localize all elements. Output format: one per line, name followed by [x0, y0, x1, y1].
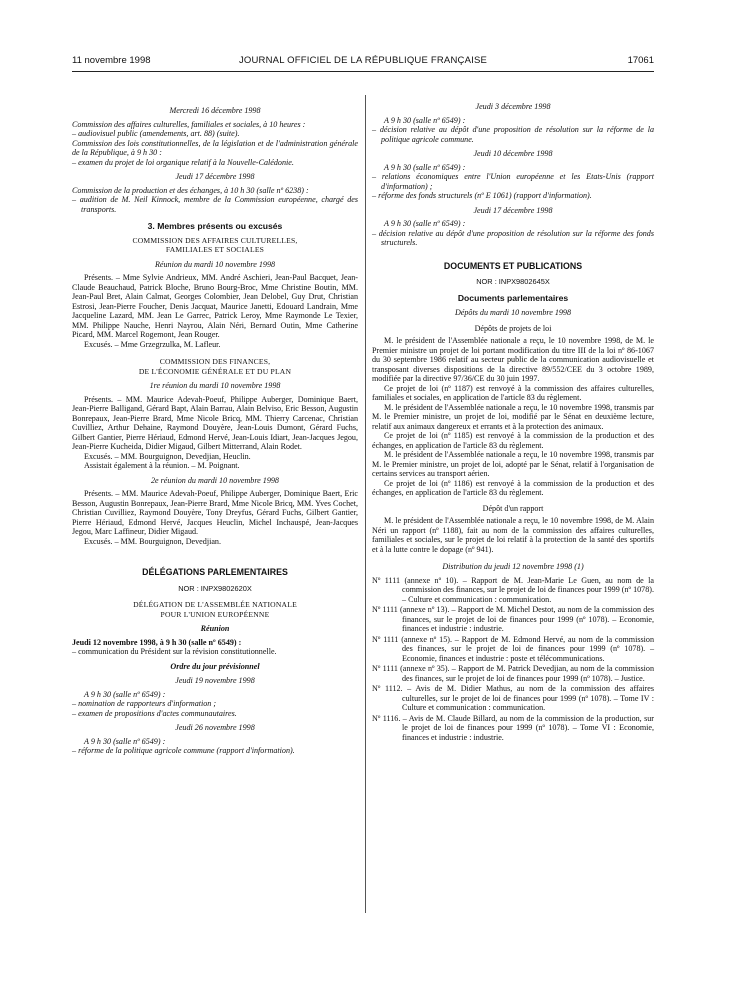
date-heading: Jeudi 10 décembre 1998: [473, 149, 553, 158]
delegation-name: POUR L'UNION EUROPÉENNE: [160, 609, 270, 619]
nor-reference: NOR : INPX9802620X: [178, 583, 252, 593]
agenda-item: – examen de propositions d'actes communautaires.: [72, 708, 237, 718]
agenda-heading: Ordre du jour prévisionnel: [170, 661, 260, 671]
attendance-assisting: Assistait également à la réunion. – M. Poignant.: [84, 461, 240, 470]
attendance-excused: Excusés. – MM. Bourguignon, Devedjian.: [84, 536, 221, 546]
deposit-paragraph: M. le président de l'Assemblée nationale a reçu, le 10 novembre 1998, transmis par M. le Premier ministre, un projet de loi, adopté par le Sénat, relatif à l'organisation de certains services au transport aérien.: [372, 450, 654, 478]
left-column: [72, 101, 358, 756]
meeting-heading: Réunion: [200, 624, 230, 633]
list-item: Nº 1111 (annexe nº 10). – Rapport de M. Jean-Marie Le Guen, au nom de la commission des finances, sur le projet de loi de finances pour 1999 (nº 1078). – Culture et communication : communication.: [372, 575, 654, 604]
agenda-text: Commission des affaires culturelles, familiales et sociales, à 10 heures :: [72, 119, 306, 129]
date-heading: Jeudi 19 novembre 1998: [175, 676, 255, 685]
date-heading: Distribution du jeudi 12 novembre 1998 (1): [442, 562, 584, 571]
meeting-heading: 1re réunion du mardi 10 novembre 1998: [149, 381, 281, 390]
agenda-item: – réforme des fonds structurels (nº E 1061) (rapport d'information).: [372, 191, 592, 200]
agenda-item: – examen du projet de loi organique relatif à la Nouvelle-Calédonie.: [72, 157, 294, 167]
list-item: Nº 1111 (annexe nº 35). – Rapport de M. Patrick Devedjian, au nom de la commission des finances, sur le projet de loi de finances pour 1999 (nº 1078). – Justice.: [372, 664, 654, 683]
commission-name: DE L'ÉCONOMIE GÉNÉRALE ET DU PLAN: [138, 366, 292, 376]
deposit-paragraph: Ce projet de loi (nº 1187) est renvoyé à la commission des affaires culturelles, familiales et sociales, en application de l'article 83 du règlement.: [372, 383, 654, 402]
deposit-paragraph: M. le président de l'Assemblée nationale a reçu, le 10 novembre 1998, transmis par M. le Premier ministre, un projet de loi, modifié par le Sénat en deuxième lecture, relatif aux animaux dangereux et errants et à la protection des animaux.: [372, 402, 654, 431]
subsection-title: Documents parlementaires: [457, 292, 569, 303]
agenda-item: – audition de M. Neil Kinnock, membre de la Commission européenne, chargé des transports.: [72, 195, 358, 214]
meeting-heading: Réunion du mardi 10 novembre 1998: [154, 259, 276, 269]
agenda-item: – relations économiques entre l'Union européenne et les Etats-Unis (rapport d'information) ;: [372, 172, 654, 191]
agenda-item: – réforme de la politique agricole commune (rapport d'information).: [72, 746, 295, 755]
nor-reference: NOR : INPX9802645X: [476, 277, 550, 286]
report-paragraph: M. le président de l'Assemblée nationale a reçu, le 10 novembre 1998, de M. Alain Néri un rapport (nº 1188), fait au nom de la commission des affaires culturelles, familiales et sociales, sur le projet de loi relatif à la protection de la santé des sportifs et à la lutte contre le dopage (nº 941).: [372, 516, 654, 554]
subsection-heading: Dépôt d'un rapport: [482, 503, 544, 513]
deposit-paragraph: Ce projet de loi (nº 1185) est renvoyé à la commission de la production et des échanges, en application de l'article 83 du règlement.: [372, 431, 654, 450]
list-item: Nº 1111 (annexe nº 13). – Rapport de M. Michel Destot, au nom de la commission des finances, sur le projet de loi de finances pour 1999 (nº 1078). – Economie, finances et industrie : industrie.: [372, 605, 654, 633]
agenda-text: Commission de la production et des échanges, à 10 h 30 (salle nº 6238) :: [72, 185, 309, 195]
deposit-paragraph: Ce projet de loi (nº 1186) est renvoyé à la commission de la production et des échanges, en application de l'article 83 du règlement.: [372, 478, 654, 497]
delegation-name: DÉLÉGATION DE L'ASSEMBLÉE NATIONALE: [133, 600, 297, 609]
header-rule: [72, 71, 654, 72]
date-heading: Dépôts du mardi 10 novembre 1998: [454, 308, 572, 317]
commission-name: COMMISSION DES FINANCES,: [159, 357, 271, 366]
commission-name: COMMISSION DES AFFAIRES CULTURELLES,: [132, 235, 298, 245]
page-header: [72, 55, 654, 69]
attendance-present: Présents. – Mme Sylvie Andrieux, MM. André Aschieri, Jean-Paul Bacquet, Jean-Claude Beauchaud, Patrick Bloche, Bruno Bourg-Broc, Mme Christine Boutin, MM. Jean-Paul Bret, Alain Calmat, Georges Colombier, Jean Delobel, Guy Drut, Christian Estrosi, Jean-Pierre Foucher, Denis Jacquat, Maurice Janetti, Edouard Landrain, Mme Jacqueline Lazard, MM. Jean Le Garrec, Patrick Leroy, Mme Raymonde Le Texier, MM. Philippe Nauche, Henri Nayrou, Alain Néri, Bernard Outin, Mme Catherine Picard, MM. Marcel Rogemont, Jean Rouger.: [72, 273, 358, 339]
agenda-item: – communication du Président sur la révision constitutionnelle.: [72, 647, 277, 656]
agenda-text: A 9 h 30 (salle nº 6549) :: [384, 115, 466, 125]
date-heading: Jeudi 3 décembre 1998: [475, 102, 551, 111]
agenda-text: Jeudi 12 novembre 1998, à 9 h 30 (salle nº 6549) :: [72, 637, 242, 647]
attendance-present: Présents. – MM. Maurice Adevah-Poeuf, Philippe Auberger, Dominique Baert, Jean-Pierre Balligand, Gérard Bapt, Alain Barrau, Alain Belviso, Eric Besson, Augustin Bonrepaux, Jean-Pierre Brard, Mme Nicole Bricq, MM. Thierry Carcenac, Christian Cuvilliez, Arthur Dehaine, Raymond Douyère, Jean-Louis Dumont, Gérard Fuchs, Gilbert Gantier, Pierre Hériaud, Edmond Hervé, Jean-Louis Idiart, Jean-Jacques Jegou, Jean-Pierre Kucheida, Didier Migaud, Gilbert Mitterrand, Alain Rodet.: [72, 394, 358, 451]
attendance-excused: Excusés. – Mme Grzegrzulka, M. Lafleur.: [84, 339, 221, 349]
date-heading: Mercredi 16 décembre 1998: [169, 106, 261, 115]
commission-name: FAMILIALES ET SOCIALES: [165, 245, 265, 254]
list-item: Nº 1111 (annexe nº 15). – Rapport de M. Edmond Hervé, au nom de la commission des finances, sur le projet de loi de finances pour 1999 (nº 1078). – Economie, finances et industrie : poste et télécommunications.: [372, 634, 654, 663]
agenda-text: A 9 h 30 (salle nº 6549) :: [84, 689, 166, 699]
column-divider: [365, 95, 366, 913]
agenda-text: Commission des lois constitutionnelles, de la législation et de l'administration générale de la République, à 9 h 30 :: [72, 138, 358, 157]
list-item: Nº 1112. – Avis de M. Didier Mathus, au nom de la commission des affaires culturelles, sur le projet de loi de finances pour 1999 (nº 1078). – Tome IV : Culture et communication : communication.: [372, 684, 654, 712]
date-heading: Jeudi 26 novembre 1998: [175, 723, 255, 732]
deposit-paragraph: M. le président de l'Assemblée nationale a reçu, le 10 novembre 1998, de M. le Premier ministre un projet de loi portant modification du titre III de la loi nº 86-1067 du 30 septembre 1986 relatif au secteur public de la communication audiovisuelle et transposant diverses dispositions de la directive 89/552/CEE du 3 octobre 1989, modifiée par la directive 97/36/CE du 30 juin 1997.: [372, 336, 654, 383]
section-title: 3. Membres présents ou excusés: [147, 221, 283, 231]
agenda-text: A 9 h 30 (salle nº 6549) :: [384, 219, 466, 228]
header-page-number: 17061: [627, 55, 654, 66]
agenda-item: – décision relative au dépôt d'une proposition de résolution sur la réforme des fonds structurels.: [372, 228, 654, 247]
agenda-item: – décision relative au dépôt d'une proposition de résolution sur la réforme de la politique agricole commune.: [372, 125, 654, 144]
agenda-item: – nomination de rapporteurs d'information ;: [72, 699, 217, 708]
agenda-text: A 9 h 30 (salle nº 6549) :: [384, 162, 466, 172]
subsection-heading: Dépôts de projets de loi: [474, 323, 552, 333]
agenda-text: A 9 h 30 (salle nº 6549) :: [84, 736, 166, 746]
attendance-excused: Excusés. – MM. Bourguignon, Devedjian, Heuclin.: [84, 451, 251, 461]
right-column: [372, 101, 654, 743]
section-title: DOCUMENTS ET PUBLICATIONS: [443, 260, 583, 271]
header-journal-title: JOURNAL OFFICIEL DE LA RÉPUBLIQUE FRANÇAISE: [238, 55, 488, 66]
date-heading: Jeudi 17 décembre 1998: [175, 172, 255, 181]
header-date: 11 novembre 1998: [72, 55, 151, 66]
attendance-present: Présents. – MM. Maurice Adevah-Poeuf, Philippe Auberger, Dominique Baert, Eric Besson, Augustin Bonrepaux, Jean-Pierre Brard, Mme Nicole Bricq, MM. Yves Cochet, Christian Cuvilliez, Raymond Douyère, Tony Dreyfus, Gérard Fuchs, Gilbert Gantier, Pierre Hériaud, Edmond Hervé, Jacques Heuclin, Michel Inchauspé, Jean-Jacques Jegou, Marc Laffineur, Didier Migaud.: [72, 489, 358, 536]
list-item: Nº 1116. – Avis de M. Claude Billard, au nom de la commission de la production, sur le projet de loi de finances pour 1999 (nº 1078). – Tome VI : Economie, finances et industrie : industrie.: [372, 713, 654, 742]
agenda-item: – audiovisuel public (amendements, art. 88) (suite).: [72, 129, 240, 138]
date-heading: Jeudi 17 décembre 1998: [473, 205, 553, 215]
section-title: DÉLÉGATIONS PARLEMENTAIRES: [142, 567, 288, 577]
meeting-heading: 2e réunion du mardi 10 novembre 1998: [151, 475, 279, 485]
